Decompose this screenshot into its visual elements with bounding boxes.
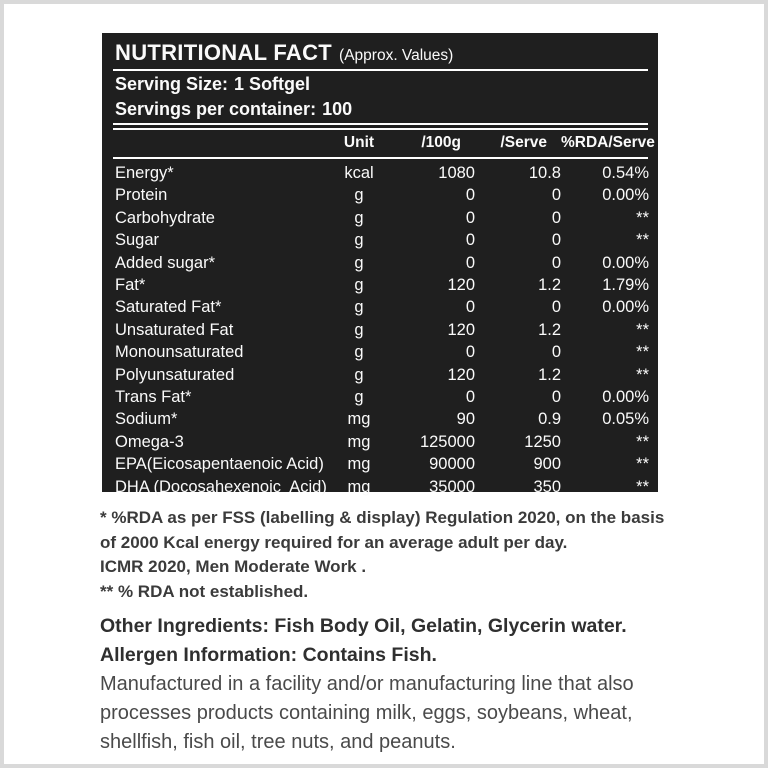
rda-footnotes (100, 506, 700, 604)
row-unit: mg (347, 432, 371, 451)
row-rda: ** (636, 477, 649, 496)
nutrition-rows (113, 159, 648, 498)
allergen-information: Allergen Information: Contains Fish. (100, 644, 437, 667)
table-row (113, 476, 648, 498)
manufactured-line: processes products containing milk, eggs, soybeans, wheat, (100, 702, 633, 725)
row-nutrient: EPA(Eicosapentaenoic Acid) (115, 455, 324, 474)
other-ingredients: Other Ingredients: Fish Body Oil, Gelatin, Glycerin water. (100, 615, 627, 638)
row-rda: ** (636, 455, 649, 474)
row-perserve: 0 (551, 208, 561, 227)
row-nutrient: Sodium* (115, 410, 178, 429)
row-rda: 0.00% (602, 388, 649, 407)
column-header-per-serve: /Serve (500, 134, 547, 151)
footnote-line: * %RDA as per FSS (labelling & display) Regulation 2020, on the basis (100, 508, 665, 527)
column-header-per-100g: /100g (421, 134, 461, 151)
row-per100g: 125000 (419, 432, 475, 451)
row-per100g: 120 (447, 365, 475, 384)
row-perserve: 0.9 (538, 410, 561, 429)
row-perserve: 1.2 (538, 365, 561, 384)
table-row (113, 453, 648, 475)
row-unit: g (354, 231, 364, 250)
row-perserve: 900 (533, 455, 561, 474)
table-row (113, 341, 648, 363)
table-row (113, 207, 648, 229)
row-per100g: 90000 (429, 455, 475, 474)
row-per100g: 0 (465, 208, 475, 227)
row-rda: 1.79% (602, 276, 649, 295)
table-row (113, 296, 648, 318)
row-nutrient: Unsaturated Fat (115, 320, 234, 339)
row-unit: g (354, 186, 364, 205)
column-header-unit: Unit (343, 134, 375, 151)
table-row (113, 364, 648, 386)
row-perserve: 350 (533, 477, 561, 496)
row-unit: g (354, 276, 364, 295)
row-unit: mg (347, 455, 371, 474)
row-perserve: 0 (551, 298, 561, 317)
manufactured-statement (100, 670, 700, 757)
manufactured-line: Manufactured in a facility and/or manufacturing line that also (100, 673, 634, 696)
serving-size-label: Serving Size: (115, 74, 229, 94)
footnote-line: of 2000 Kcal energy required for an average adult per day. (100, 532, 568, 552)
row-per100g: 0 (465, 343, 475, 362)
table-row (113, 252, 648, 274)
row-perserve: 1.2 (538, 320, 561, 339)
footnote-line: ICMR 2020, Men Moderate Work . (100, 557, 367, 577)
row-rda: 0.54% (602, 164, 649, 182)
nutrition-facts-panel (102, 33, 658, 496)
row-nutrient: Saturated Fat* (115, 298, 222, 317)
row-rda: 0.05% (602, 410, 649, 429)
table-row (113, 408, 648, 430)
row-unit: mg (347, 410, 371, 429)
manufactured-line: shellfish, fish oil, tree nuts, and peanuts. (100, 731, 456, 754)
row-nutrient: Fat* (115, 276, 146, 295)
panel-title-suffix: (Approx. Values) (339, 47, 454, 64)
table-row (113, 386, 648, 408)
row-rda: 0.00% (602, 186, 649, 205)
row-unit: g (354, 365, 364, 384)
row-perserve: 10.8 (528, 164, 561, 182)
row-per100g: 0 (465, 231, 475, 250)
row-unit: g (354, 208, 364, 227)
row-rda: 0.00% (602, 298, 649, 317)
row-nutrient: DHA (Docosahexenoic Acid) (115, 477, 327, 496)
divider-double (113, 123, 648, 130)
footnote-line: ** % RDA not established. (100, 581, 309, 601)
row-unit: kcal (344, 164, 374, 182)
row-nutrient: Energy* (115, 164, 174, 182)
row-per100g: 0 (465, 388, 475, 407)
servings-per-container-label: Servings per container: (115, 99, 317, 119)
row-unit: g (354, 343, 364, 362)
row-nutrient: Protein (115, 186, 168, 205)
table-row (113, 229, 648, 251)
row-per100g: 1080 (438, 164, 475, 182)
row-perserve: 0 (551, 388, 561, 407)
row-per100g: 0 (465, 186, 475, 205)
row-per100g: 120 (447, 276, 475, 295)
row-perserve: 0 (551, 253, 561, 272)
row-unit: g (354, 253, 364, 272)
row-nutrient: Sugar (115, 231, 160, 250)
serving-size-line (113, 71, 648, 96)
row-rda: ** (636, 432, 649, 451)
row-per100g: 120 (447, 320, 475, 339)
row-rda: ** (636, 231, 649, 250)
row-perserve: 0 (551, 186, 561, 205)
row-rda: ** (636, 208, 649, 227)
row-nutrient: Monounsaturated (115, 343, 244, 362)
table-row (113, 431, 648, 453)
row-rda: ** (636, 365, 649, 384)
panel-title: NUTRITIONAL FACT (115, 40, 333, 65)
row-rda: ** (636, 320, 649, 339)
table-row (113, 184, 648, 206)
row-rda: 0.00% (602, 253, 649, 272)
row-perserve: 1250 (524, 432, 561, 451)
servings-per-container-line (113, 96, 648, 121)
row-per100g: 0 (465, 298, 475, 317)
row-perserve: 0 (551, 231, 561, 250)
row-per100g: 90 (456, 410, 475, 429)
row-perserve: 0 (551, 343, 561, 362)
row-nutrient: Carbohydrate (115, 208, 215, 227)
row-perserve: 1.2 (538, 276, 561, 295)
servings-per-container-value: 100 (322, 99, 353, 119)
row-rda: ** (636, 343, 649, 362)
row-nutrient: Polyunsaturated (115, 365, 235, 384)
row-unit: mg (347, 477, 371, 496)
row-nutrient: Trans Fat* (115, 388, 192, 407)
table-row (113, 274, 648, 296)
column-header-rda-per-serve: %RDA/Serve (561, 134, 655, 151)
row-unit: g (354, 298, 364, 317)
table-row (113, 162, 648, 184)
table-row (113, 319, 648, 341)
row-nutrient: Added sugar* (115, 253, 215, 272)
row-nutrient: Omega-3 (115, 432, 184, 451)
row-unit: g (354, 320, 364, 339)
panel-title-row (113, 38, 648, 69)
table-header-row (113, 130, 655, 157)
row-unit: g (354, 388, 364, 407)
row-per100g: 0 (465, 253, 475, 272)
serving-size-value: 1 Softgel (234, 74, 311, 94)
label-footer (100, 506, 700, 757)
row-per100g: 35000 (429, 477, 475, 496)
